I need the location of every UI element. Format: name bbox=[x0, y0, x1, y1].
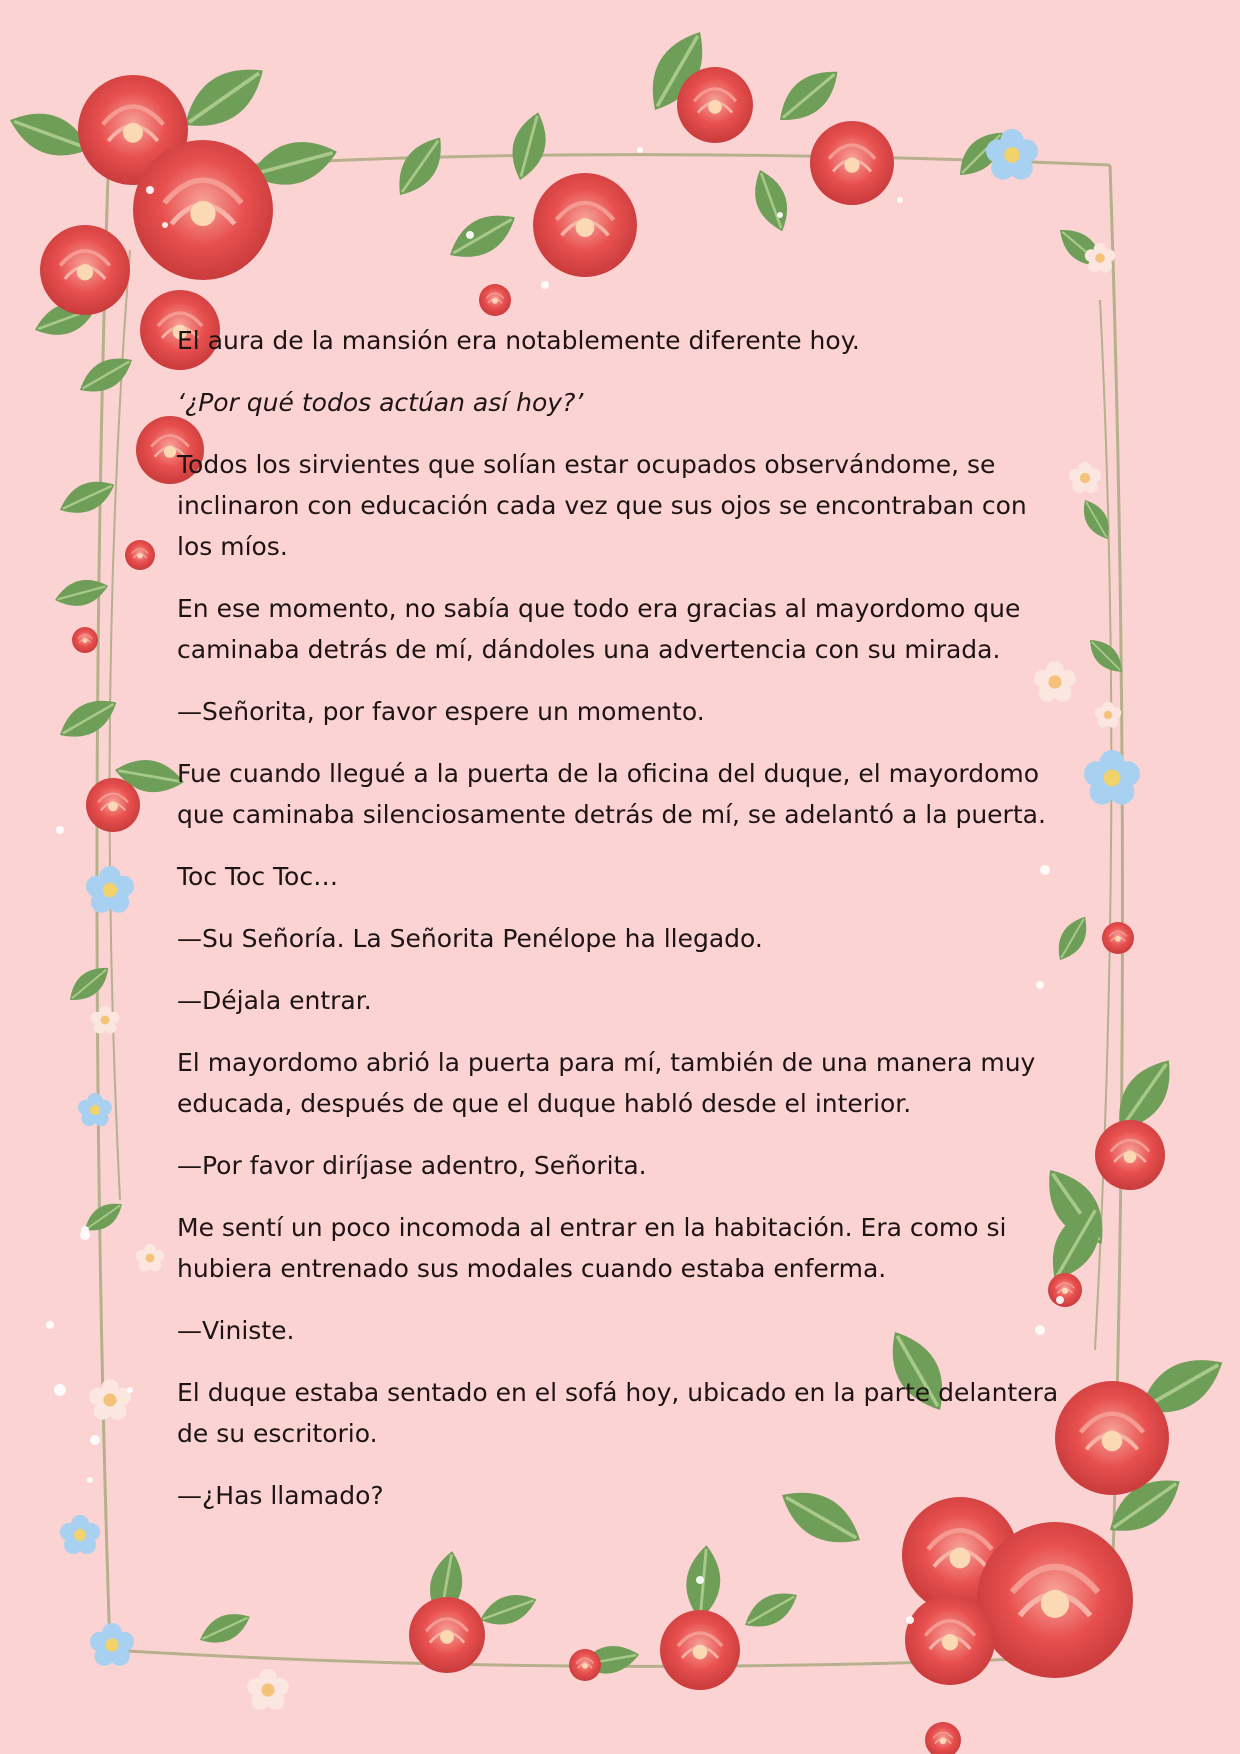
paragraph: Me sentí un poco incomoda al entrar en la habitación. Era como si hubiera entrenado sus modales cuando estaba enferma. bbox=[177, 1213, 1007, 1283]
paragraph-dialogue: —¿Has llamado? bbox=[177, 1481, 384, 1510]
story-text bbox=[177, 320, 1062, 1537]
paragraph-dialogue: —Viniste. bbox=[177, 1316, 295, 1345]
paragraph: El mayordomo abrió la puerta para mí, también de una manera muy educada, después de que el duque habló desde el interior. bbox=[177, 1048, 1036, 1118]
paragraph: El duque estaba sentado en el sofá hoy, ubicado en la parte delantera de su escritorio. bbox=[177, 1378, 1059, 1448]
paragraph-dialogue: —Déjala entrar. bbox=[177, 986, 372, 1015]
paragraph: El aura de la mansión era notablemente diferente hoy. bbox=[177, 326, 860, 355]
paragraph-thought: ‘¿Por qué todos actúan así hoy?’ bbox=[177, 388, 584, 417]
paragraph: Todos los sirvientes que solían estar ocupados observándome, se inclinaron con educación cada vez que sus ojos se encontraban con los míos. bbox=[177, 450, 1027, 561]
paragraph: Toc Toc Toc… bbox=[177, 862, 339, 891]
paragraph-dialogue: —Señorita, por favor espere un momento. bbox=[177, 697, 705, 726]
paragraph: Fue cuando llegué a la puerta de la oficina del duque, el mayordomo que caminaba silenciosamente detrás de mí, se adelantó a la puerta. bbox=[177, 759, 1046, 829]
paragraph-dialogue: —Su Señoría. La Señorita Penélope ha llegado. bbox=[177, 924, 763, 953]
paragraph: En ese momento, no sabía que todo era gracias al mayordomo que caminaba detrás de mí, dándoles una advertencia con su mirada. bbox=[177, 594, 1021, 664]
paragraph-dialogue: —Por favor diríjase adentro, Señorita. bbox=[177, 1151, 647, 1180]
